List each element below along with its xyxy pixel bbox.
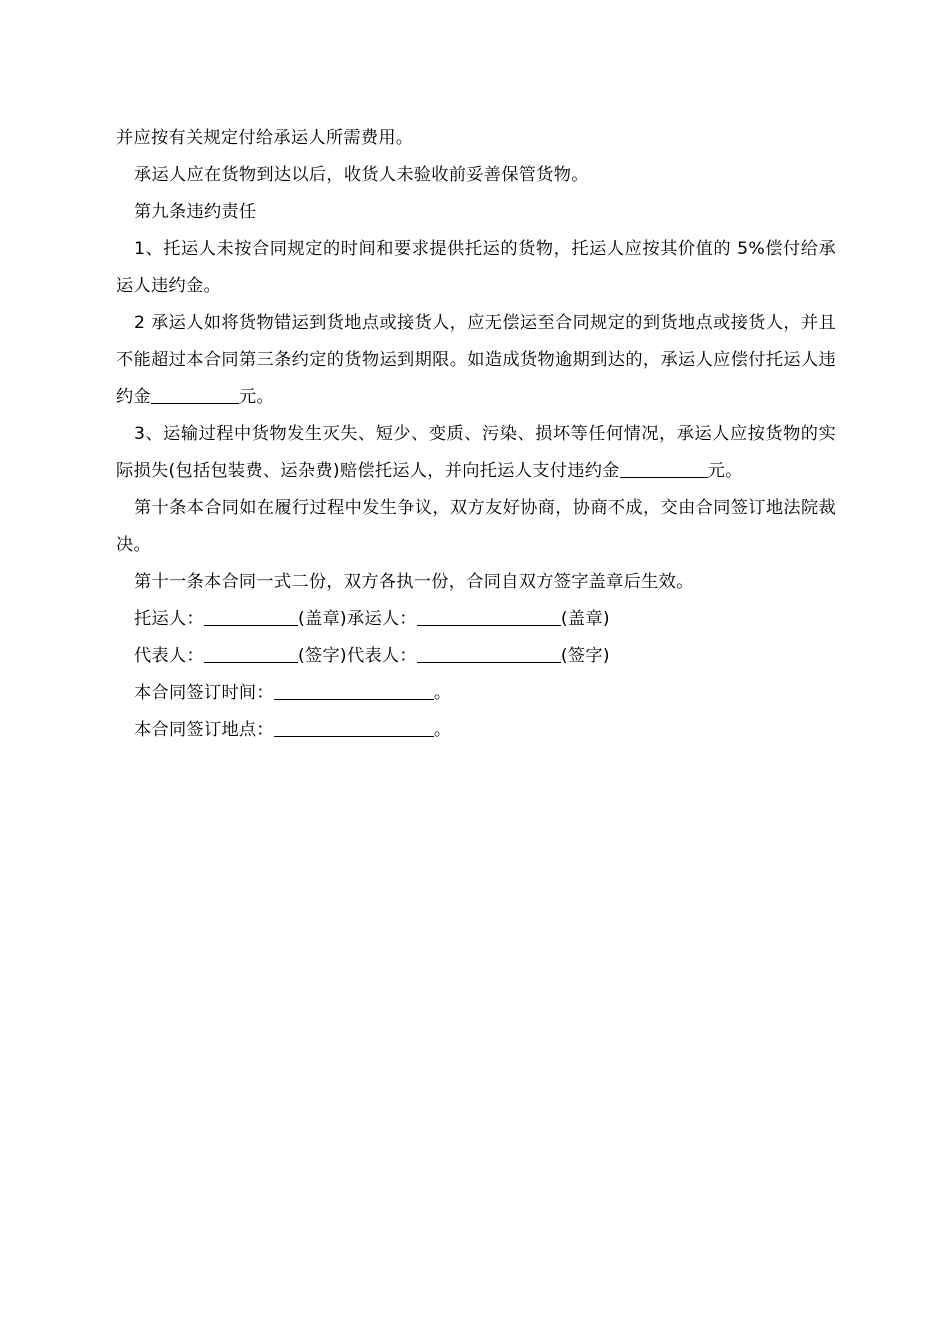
signing-place-blank	[274, 716, 434, 737]
paragraph-fees: 并应按有关规定付给承运人所需费用。	[116, 128, 414, 148]
carrier-blank	[417, 605, 561, 626]
paragraph-custody: 承运人应在货物到达以后，收货人未验收前妥善保管货物。	[134, 165, 589, 185]
clause-3-loss-damage	[116, 416, 836, 490]
signature-row-representatives	[116, 638, 836, 675]
clause-1-shipper-penalty: 1、托运人未按合同规定的时间和要求提供托运的货物，托运人应按其价值的 5%偿付给承运人违约金。	[116, 239, 836, 296]
rep2-label: 代表人：	[346, 646, 417, 666]
signature-row-parties	[116, 601, 836, 638]
signing-place-label: 本合同签订地点：	[134, 720, 274, 740]
signing-place-end: 。	[433, 720, 452, 740]
clause-2-misdelivery	[116, 305, 836, 416]
signing-date-end: 。	[433, 683, 452, 703]
shipper-seal: (盖章)	[297, 609, 347, 629]
shipper-blank	[204, 605, 298, 626]
signing-place-row	[116, 712, 836, 749]
signing-date-row	[116, 675, 836, 712]
rep1-blank	[204, 642, 298, 663]
penalty-amount-blank-1	[151, 383, 239, 404]
clause-2-text: 2 承运人如将货物错运到货地点或接货人，应无偿运至合同规定的到货地点或接货人，并且不能超过本合同第三条约定的货物运到期限。如造成货物逾期到达的，承运人应偿付托运人违约金	[116, 313, 836, 407]
clause-3-end: 元。	[707, 461, 743, 481]
shipper-label: 托运人：	[134, 609, 204, 629]
rep2-blank	[417, 642, 561, 663]
article-9-heading: 第九条违约责任	[134, 202, 257, 222]
rep1-sign: (签字)	[297, 646, 347, 666]
penalty-amount-blank-2	[620, 457, 708, 478]
clause-3-text: 3、运输过程中货物发生灭失、短少、变质、污染、损坏等任何情况，承运人应按货物的实际损失(包括包装费、运杂费)赔偿托运人，并向托运人支付违约金	[116, 424, 836, 481]
rep1-label: 代表人：	[134, 646, 204, 666]
signing-date-blank	[274, 679, 434, 700]
rep2-sign: (签字)	[560, 646, 610, 666]
carrier-seal: (盖章)	[560, 609, 610, 629]
clause-2-end: 元。	[238, 387, 274, 407]
carrier-label: 承运人：	[346, 609, 417, 629]
contract-page	[116, 120, 836, 749]
signing-date-label: 本合同签订时间：	[134, 683, 274, 703]
article-11-copies: 第十一条本合同一式二份，双方各执一份，合同自双方签字盖章后生效。	[134, 572, 694, 592]
article-10-disputes: 第十条本合同如在履行过程中发生争议，双方友好协商，协商不成，交由合同签订地法院裁决。	[116, 498, 836, 555]
